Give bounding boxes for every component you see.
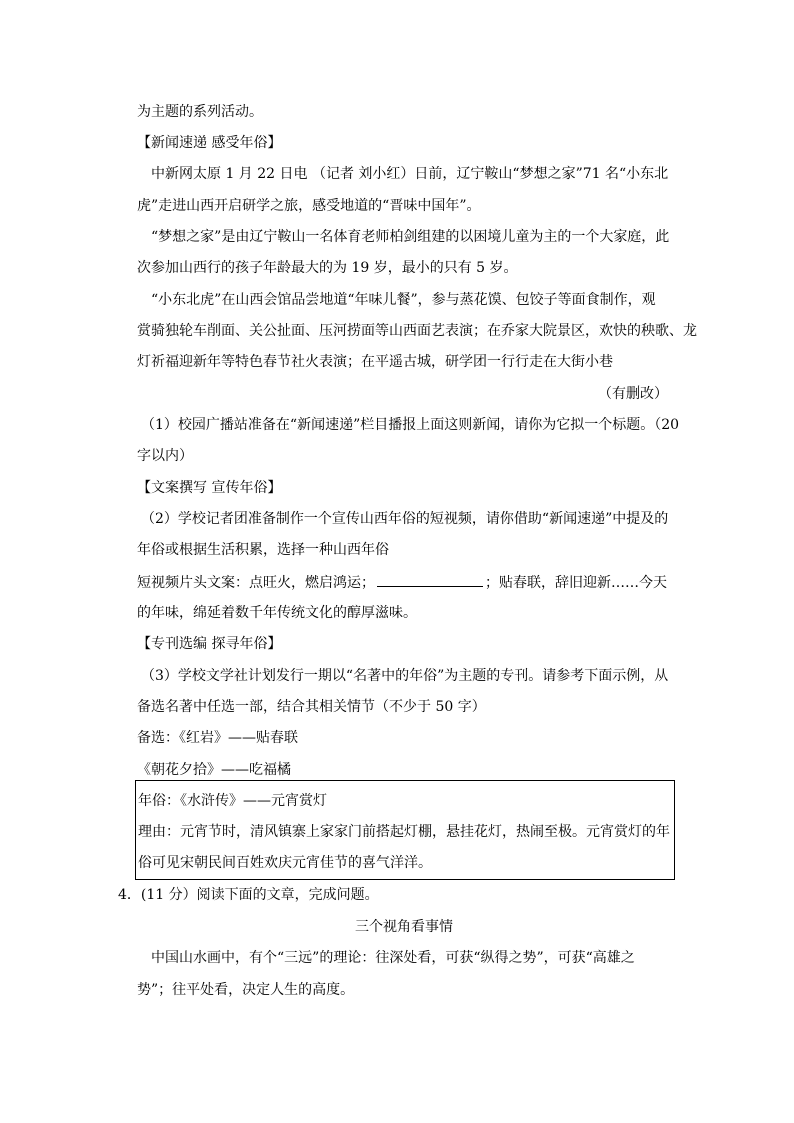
question-line: 的年味，绵延着数千年传统文化的醇厚滋味。 bbox=[137, 605, 417, 621]
question-line: 字以内） bbox=[137, 448, 193, 464]
source-note: （有删改） bbox=[598, 386, 668, 402]
paragraph-line: 赏骑独轮车削面、关公扯面、压河捞面等山西面艺表演；在乔家大院景区，欢快的秧歌、龙 bbox=[137, 323, 697, 339]
example-line: 理由：元宵节时，清风镇寨上家家门前搭起灯棚，悬挂花灯，热闹至极。元宵赏灯的年 bbox=[138, 824, 670, 840]
option-line: 《朝花夕拾》——吃福橘 bbox=[137, 762, 291, 778]
question-line: 备选名著中任选一部，结合其相关情节（不少于 50 字） bbox=[137, 699, 486, 715]
paragraph-line: 虎”走进山西开启研学之旅，感受地道的“晋味中国年”。 bbox=[137, 198, 481, 214]
question-line: 年俗或根据生活积累，选择一种山西年俗 bbox=[137, 542, 389, 558]
paragraph-line: “小东北虎”在山西会馆品尝地道“年味儿餐”，参与蒸花馍、包饺子等面食制作，观 bbox=[151, 292, 656, 308]
question-line: （2）学校记者团准备制作一个宣传山西年俗的短视频，请你借助“新闻速递”中提及的 bbox=[141, 511, 669, 527]
paragraph-line: 灯祈福迎新年等特色春节社火表演；在平遥古城，研学团一行行走在大街小巷 bbox=[137, 354, 613, 370]
article-title: 三个视角看事情 bbox=[355, 919, 453, 935]
paragraph-line: 次参加山西行的孩子年龄最大的为 19 岁，最小的只有 5 岁。 bbox=[137, 260, 518, 276]
copy-prefix: 短视频片头文案：点旺火，燃启鸿运； bbox=[137, 575, 375, 591]
paragraph-line: 中国山水画中，有个“三远”的理论：往深处看，可获“纵得之势”，可获“高雄之 bbox=[151, 950, 635, 966]
question-line-with-blank bbox=[137, 572, 667, 593]
option-line: 备选：《红岩》——贴春联 bbox=[137, 730, 298, 746]
section-heading: 【专刊选编 探寻年俗】 bbox=[137, 636, 282, 652]
paragraph-line: “梦想之家”是由辽宁鞍山一名体育老师柏剑组建的以困境儿童为主的一个大家庭，此 bbox=[151, 229, 670, 245]
question-line: （3）学校文学社计划发行一期以“名著中的年俗”为主题的专刊。请参考下面示例，从 bbox=[141, 668, 669, 684]
paragraph-line: 中新网太原 1 月 22 日电 （记者 刘小红）日前，辽宁鞍山“梦想之家”71 名“小东北 bbox=[151, 166, 669, 182]
section-heading: 【文案撰写 宣传年俗】 bbox=[137, 480, 282, 496]
paragraph-line: 势”；往平处看，决定人生的高度。 bbox=[137, 982, 355, 998]
example-line: 俗可见宋朝民间百姓欢庆元宵佳节的喜气洋洋。 bbox=[138, 855, 432, 871]
question-header: 4．(11 分）阅读下面的文章，完成问题。 bbox=[118, 887, 379, 903]
text-line: 为主题的系列活动。 bbox=[137, 104, 263, 120]
copy-suffix: ；贴春联，辞旧迎新……今天 bbox=[485, 575, 667, 591]
example-line: 年俗：《水浒传》——元宵赏灯 bbox=[138, 793, 327, 809]
section-heading: 【新闻速递 感受年俗】 bbox=[137, 135, 282, 151]
question-line: （1）校园广播站准备在“新闻速递”栏目播报上面这则新闻，请你为它拟一个标题。（20 bbox=[141, 417, 680, 433]
answer-blank[interactable] bbox=[377, 572, 483, 587]
